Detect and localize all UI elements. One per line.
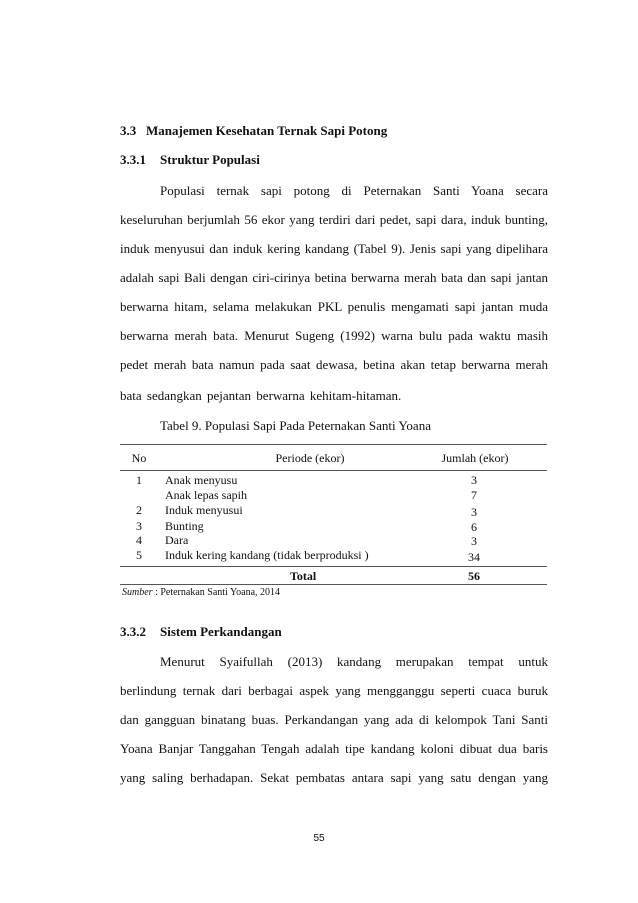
paragraph-line: berlindung ternak dari berbagai aspek yang mengganggu seperti cuaca buruk — [120, 683, 548, 698]
page-number: 55 — [313, 833, 325, 844]
paragraph-line: Populasi ternak sapi potong di Peternakan Santi Yoana secara — [160, 183, 548, 198]
row-periode: Bunting — [165, 519, 204, 533]
section-number: 3.3 — [120, 123, 137, 138]
paragraph-line: bata sedangkan pejantan berwarna kehitam-hitaman. — [120, 388, 402, 403]
paragraph-line: berwarna hitam, selama melakukan PKL penulis mengamati sapi jantan muda — [120, 299, 548, 314]
row-jumlah: 3 — [471, 473, 477, 487]
row-jumlah: 34 — [468, 550, 480, 564]
section-title: Manajemen Kesehatan Ternak Sapi Potong — [146, 123, 388, 138]
table-header-rule — [120, 470, 547, 471]
row-periode: Dara — [165, 533, 189, 547]
subsection-heading-populasi — [120, 152, 146, 168]
paragraph-line: Yoana Banjar Tanggahan Tengah adalah tipe kandang koloni dibuat dua baris — [120, 741, 548, 756]
row-jumlah: 6 — [471, 520, 477, 534]
subsection-title-perkandangan: Sistem Perkandangan — [160, 624, 282, 639]
total-label: Total — [290, 569, 317, 583]
row-jumlah: 3 — [471, 534, 477, 548]
subsection-heading-perkandangan — [120, 624, 146, 640]
header-no: No — [131, 451, 147, 465]
paragraph-line: keseluruhan berjumlah 56 ekor yang terdiri dari pedet, sapi dara, induk bunting, — [120, 212, 548, 227]
row-periode: Induk kering kandang (tidak berproduksi ) — [165, 548, 369, 562]
subsection-number: 3.3.1 — [120, 152, 146, 167]
source-label: Sumber — [122, 587, 153, 598]
paragraph-line: dan gangguan binatang buas. Perkandangan yang ada di kelompok Tani Santi — [120, 712, 548, 727]
row-no: 1 — [136, 473, 142, 487]
table-source — [122, 587, 280, 598]
header-periode: Periode (ekor) — [275, 451, 345, 465]
table-bottom-rule — [120, 584, 547, 585]
paragraph-line: berwarna merah bata. Menurut Sugeng (1992) warna bulu pada waktu masih — [120, 328, 548, 343]
row-no: 5 — [136, 548, 142, 562]
source-text: : Peternakan Santi Yoana, 2014 — [152, 587, 281, 598]
subsection-title-populasi: Struktur Populasi — [160, 152, 260, 167]
table-total-rule — [120, 566, 547, 567]
row-periode: Induk menyusui — [165, 503, 243, 517]
row-periode: Anak lepas sapih — [165, 488, 247, 502]
paragraph-line: adalah sapi Bali dengan ciri-cirinya betina berwarna merah bata dan sapi jantan — [120, 270, 548, 285]
paragraph-line: pedet merah bata namun pada saat dewasa, betina akan tetap berwarna merah — [120, 357, 548, 372]
table-top-rule — [120, 444, 547, 445]
row-jumlah: 3 — [471, 505, 477, 519]
subsection-number: 3.3.2 — [120, 624, 146, 639]
row-no: 2 — [136, 503, 142, 517]
paragraph-line: yang saling berhadapan. Sekat pembatas antara sapi yang satu dengan yang — [120, 770, 548, 785]
total-value: 56 — [468, 569, 480, 583]
row-no: 3 — [136, 519, 142, 533]
row-periode: Anak menyusu — [165, 473, 238, 487]
row-jumlah: 7 — [471, 488, 477, 502]
paragraph-line: Menurut Syaifullah (2013) kandang merupakan tempat untuk — [160, 654, 548, 669]
table-caption: Tabel 9. Populasi Sapi Pada Peternakan Santi Yoana — [160, 418, 431, 433]
row-no: 4 — [136, 533, 142, 547]
paragraph-line: induk menyusui dan induk kering kandang (Tabel 9). Jenis sapi yang dipelihara — [120, 241, 548, 256]
header-jumlah: Jumlah (ekor) — [441, 451, 509, 465]
section-heading — [120, 123, 387, 139]
